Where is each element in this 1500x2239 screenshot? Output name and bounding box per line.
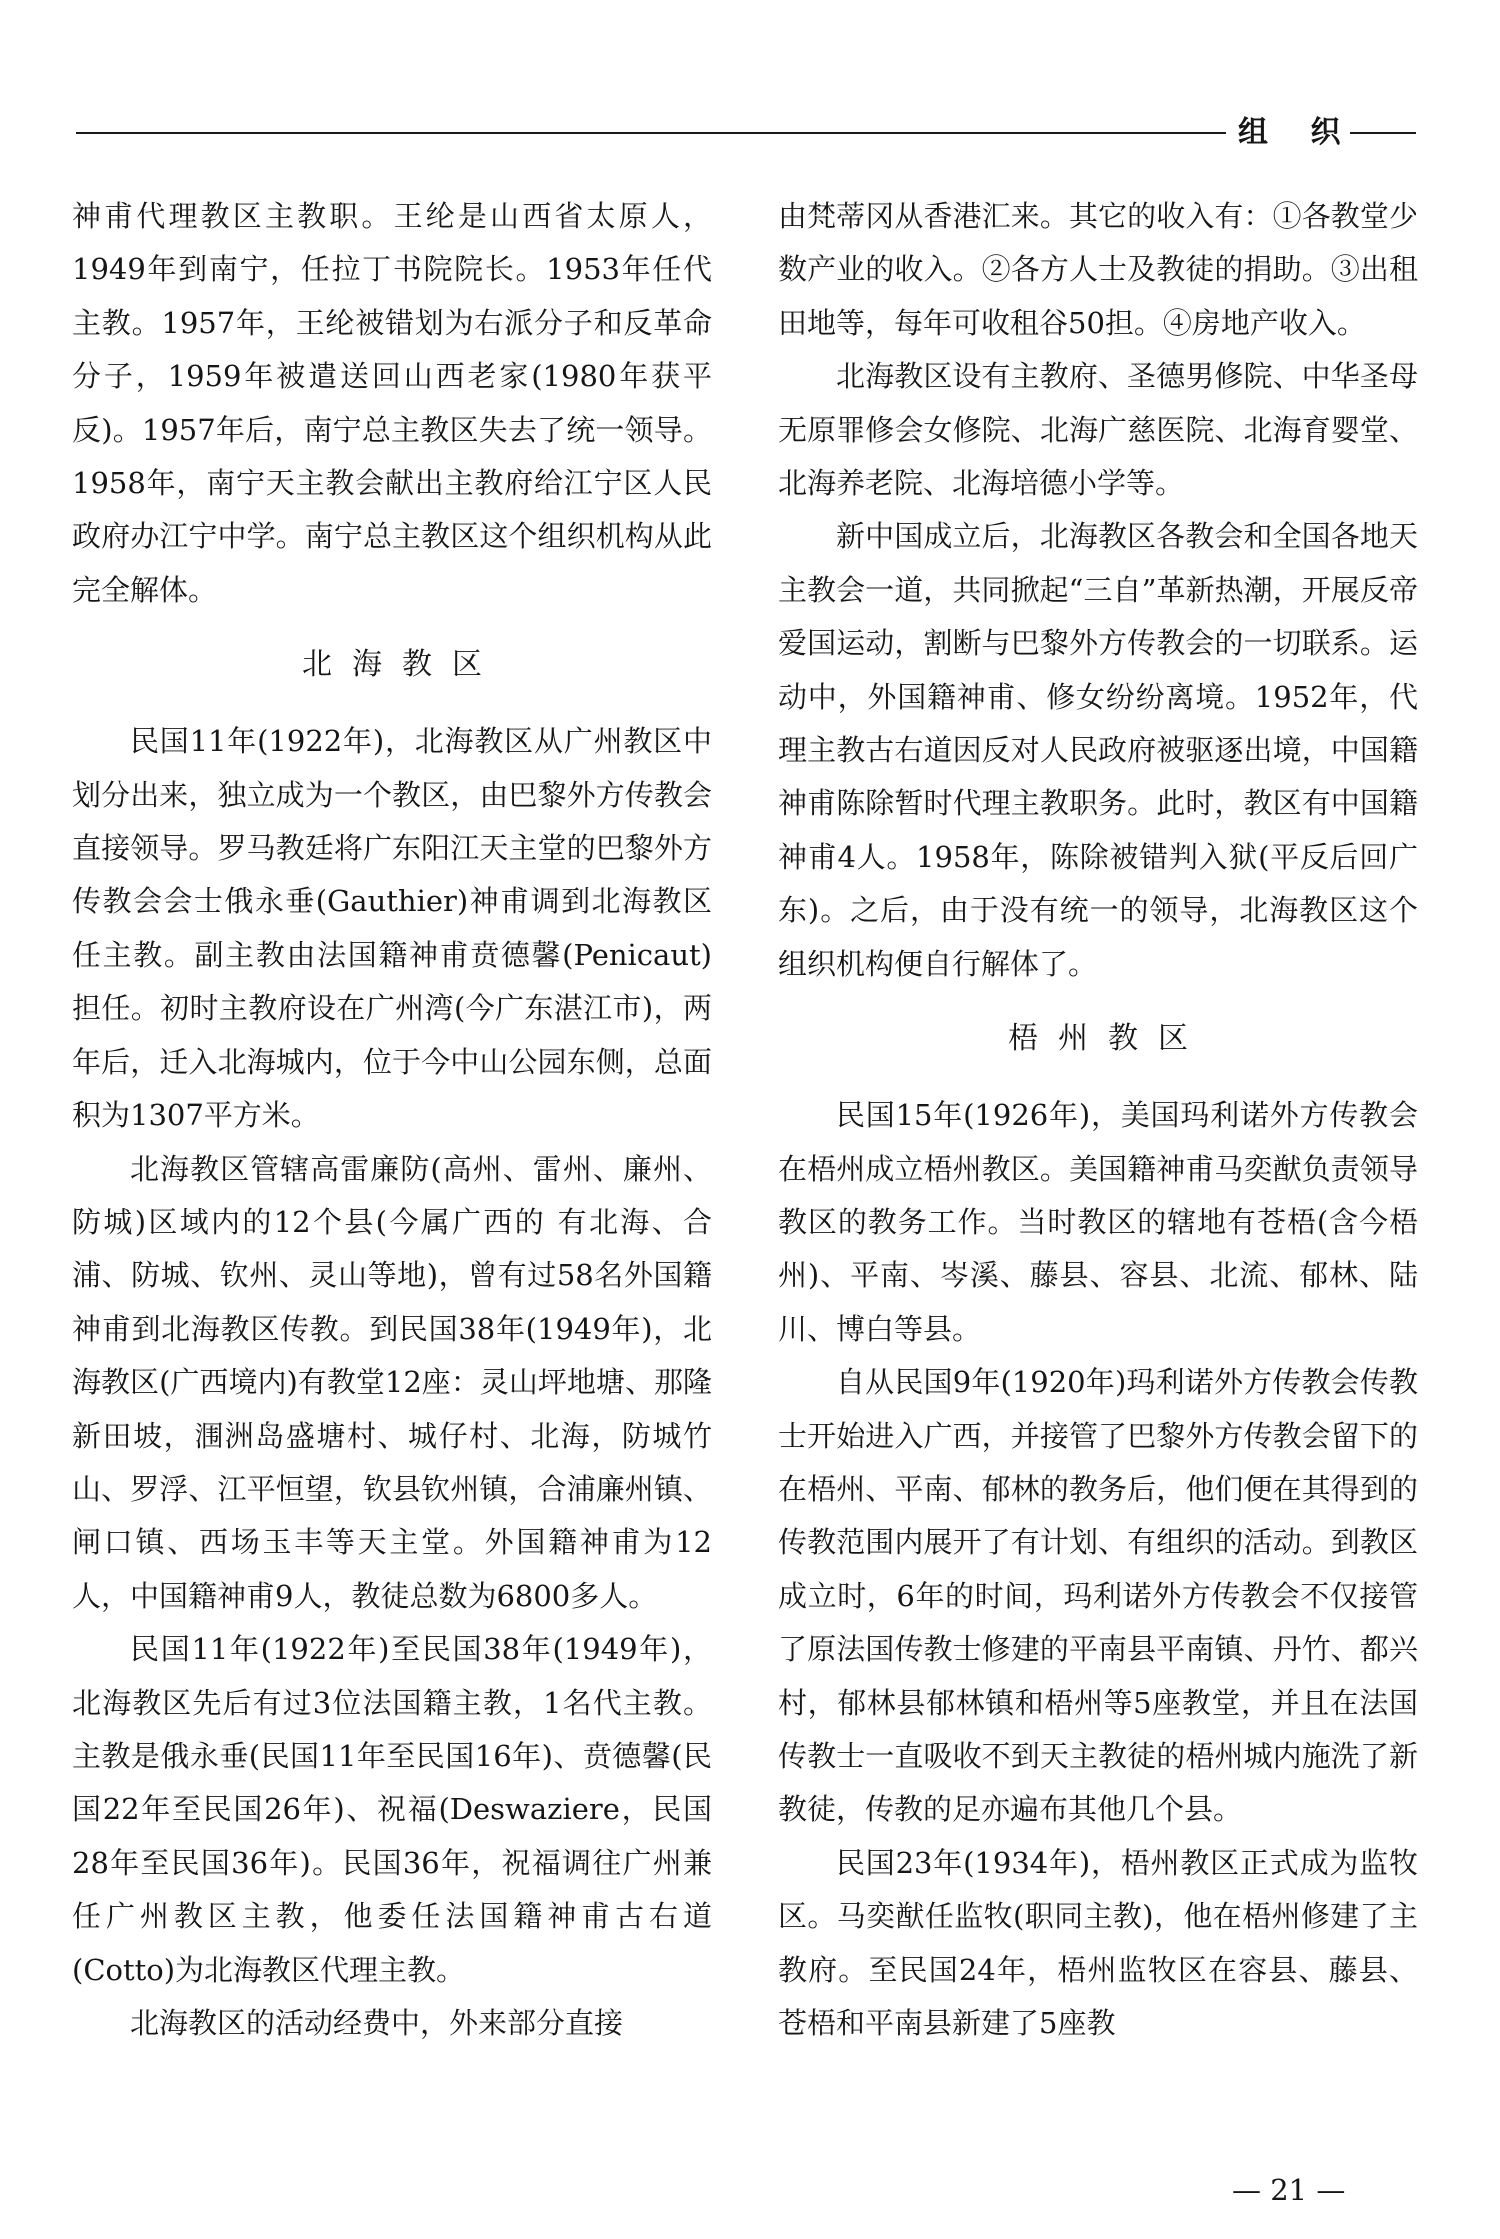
header-rule-right [1350,132,1416,134]
paragraph: 新中国成立后，北海教区各教会和全国各地天主教会一道，共同掀起“三自”革新热潮，开展反帝爱国运动，割断与巴黎外方传教会的一切联系。运动中，外国籍神甫、修女纷纷离境。1952年，代理主教古右道因反对人民政府被驱逐出境，中国籍神甫陈除暂时代理主教职务。此时，教区有中国籍神甫4人。1958年，陈除被错判入狱(平反后回广东)。之后，由于没有统一的领导，北海教区这个组织机构便自行解体了。 [778,519,1418,981]
left-column [72,190,712,2050]
right-column [778,190,1418,2050]
paragraph: 民国11年(1922年)，北海教区从广州教区中划分出来，独立成为一个教区，由巴黎外方传教会直接领导。罗马教廷将广东阳江天主堂的巴黎外方传教会会士俄永垂(Gauthier)神甫调到北海教区任主教。副主教由法国籍神甫贲德馨(Penicaut)担任。初时主教府设在广州湾(今广东湛江市)，两年后，迁入北海城内，位于今中山公园东侧，总面积为1307平方米。 [72,724,712,1133]
paragraph: 神甫代理教区主教职。王纶是山西省太原人，1949年到南宁，任拉丁书院院长。1953年任代主教。1957年，王纶被错划为右派分子和反革命分子，1959年被遣送回山西老家(1980年获平反)。1957年后，南宁总主教区失去了统一领导。1958年，南宁天主教会献出主教府给江宁区人民政府办江宁中学。南宁总主教区这个组织机构从此完全解体。 [72,199,712,607]
paragraph: 民国23年(1934年)，梧州教区正式成为监牧区。马奕猷任监牧(职同主教)，他在梧州修建了主教府。至民国24年，梧州监牧区在容县、藤县、苍梧和平南县新建了5座教 [778,1845,1418,2040]
page-number: — 21 — [1232,2173,1346,2207]
paragraph: 由梵蒂冈从香港汇来。其它的收入有：①各教堂少数产业的收入。②各方人士及教徒的捐助。③出租田地等，每年可收租谷50担。④房地产收入。 [778,199,1418,340]
paragraph: 自从民国9年(1920年)玛利诺外方传教会传教士开始进入广西，并接管了巴黎外方传教会留下的在梧州、平南、郁林的教务后，他们便在其得到的传教范围内展开了有计划、有组织的活动。到教区成立时，6年的时间，玛利诺外方传教会不仅接管了原法国传教士修建的平南县平南镇、丹竹、都兴村，郁林县郁林镇和梧州等5座教堂，并且在法国传教士一直吸收不到天主教徒的梧州城内施洗了新教徒，传教的足亦遍布其他几个县。 [778,1365,1418,1827]
section-heading-beihai: 北海教区 [302,647,502,683]
paragraph: 民国15年(1926年)，美国玛利诺外方传教会在梧州成立梧州教区。美国籍神甫马奕猷负责领导教区的教务工作。当时教区的辖地有苍梧(含今梧州)、平南、岑溪、藤县、容县、北流、郁林、陆川、博白等县。 [778,1098,1418,1346]
section-heading-wuzhou: 梧州教区 [1008,1021,1208,1057]
header-rule-left [76,132,1226,134]
paragraph: 北海教区管辖高雷廉防(高州、雷州、廉州、防城)区域内的12个县(今属广西的 有北海、合浦、防城、钦州、灵山等地)，曾有过58名外国籍神甫到北海教区传教。到民国38年(1949年)，北海教区(广西境内)有教堂12座：灵山坪地塘、那隆新田坡，涠洲岛盛塘村、城仔村、北海，防城竹山、罗浮、江平恒望，钦县钦州镇，合浦廉州镇、闸口镇、西场玉丰等天主堂。外国籍神甫为12人，中国籍神甫9人，教徒总数为6800多人。 [72,1151,712,1613]
paragraph: 北海教区的活动经费中，外来部分直接 [130,2006,624,2040]
running-head: 组 织 [1238,115,1357,150]
paragraph: 民国11年(1922年)至民国38年(1949年)，北海教区先后有过3位法国籍主教，1名代主教。主教是俄永垂(民国11年至民国16年)、贲德馨(民国22年至民国26年)、祝福(Deswaziere，民国28年至民国36年)。民国36年，祝福调往广州兼任广州教区主教，他委任法国籍神甫古右道(Cotto)为北海教区代理主教。 [72,1632,712,1987]
paragraph: 北海教区设有主教府、圣德男修院、中华圣母无原罪修会女修院、北海广慈医院、北海育婴堂、北海养老院、北海培德小学等。 [778,359,1418,501]
